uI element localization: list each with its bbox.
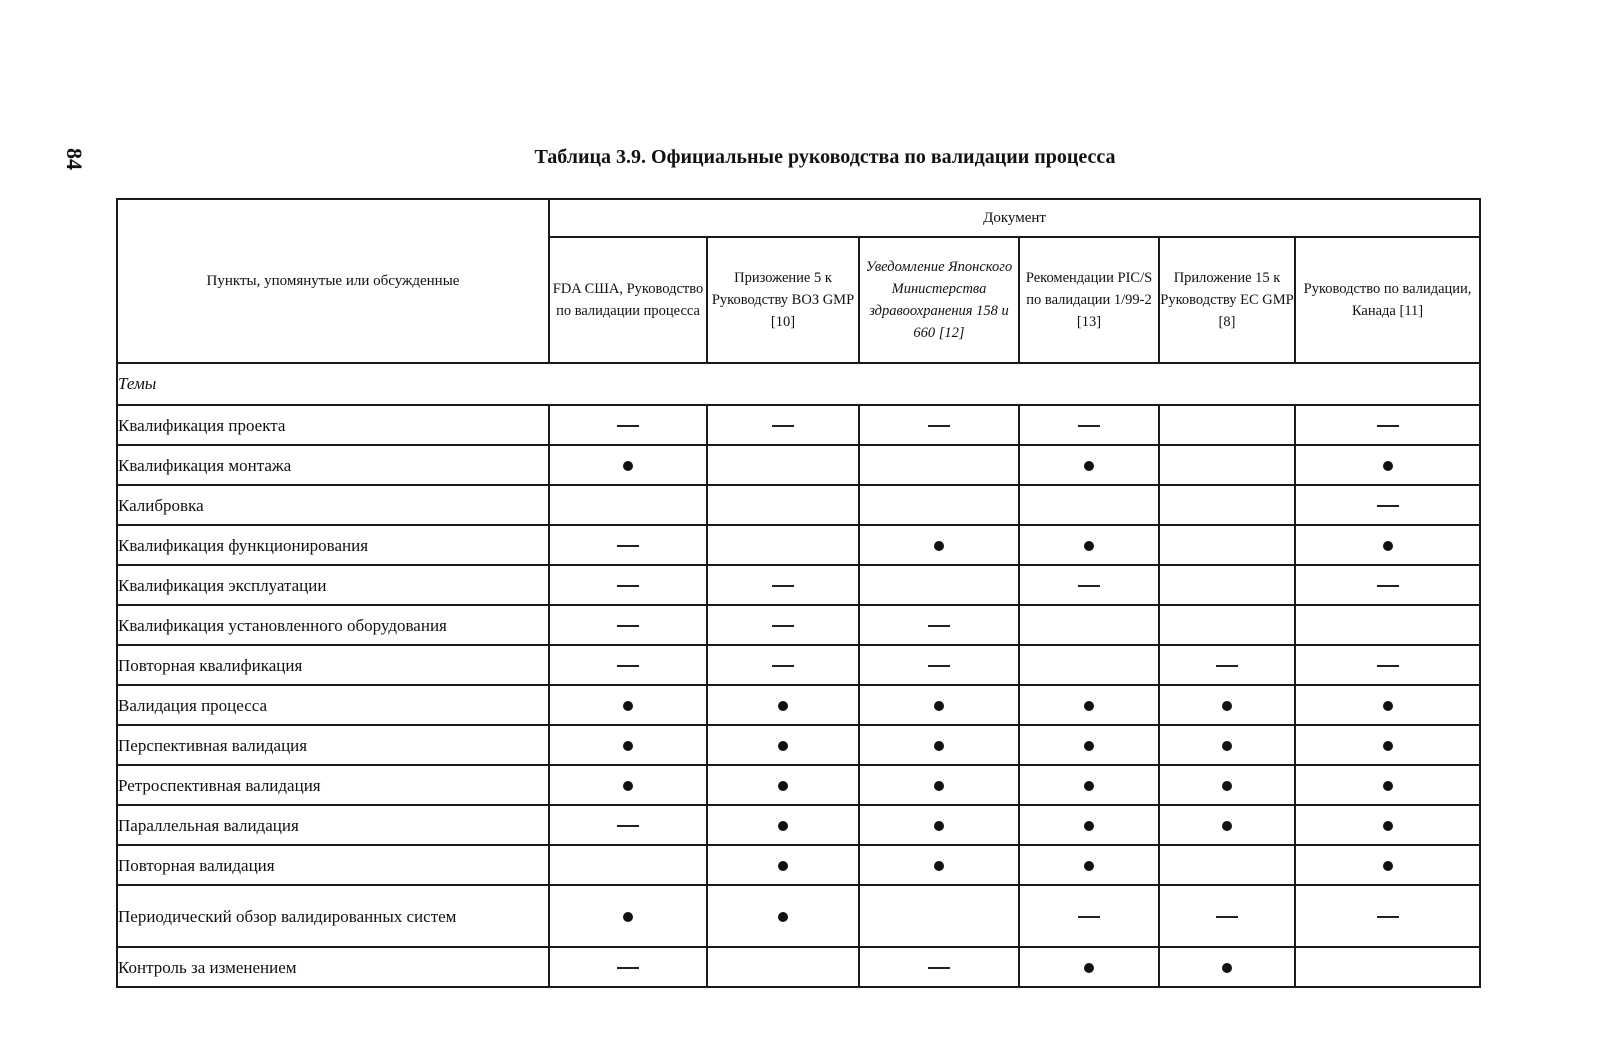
row-label: Квалификация проекта (117, 405, 549, 445)
mark-cell (1295, 405, 1480, 445)
dash-mark (617, 545, 639, 547)
mark-cell (707, 765, 859, 805)
bullet-mark (778, 912, 788, 922)
mark-cell (859, 885, 1019, 947)
mark-cell (1295, 725, 1480, 765)
table-row (117, 565, 1480, 605)
mark-cell (549, 947, 707, 987)
dash-mark (1377, 585, 1399, 587)
mark-cell (859, 405, 1019, 445)
mark-cell (1019, 685, 1159, 725)
mark-cell (1019, 565, 1159, 605)
mark-cell (1159, 445, 1295, 485)
bullet-mark (1084, 541, 1094, 551)
mark-cell (1295, 525, 1480, 565)
mark-cell (859, 485, 1019, 525)
mark-cell (1295, 565, 1480, 605)
row-label: Квалификация функционирования (117, 525, 549, 565)
table-row (117, 765, 1480, 805)
mark-cell (707, 565, 859, 605)
mark-cell (859, 765, 1019, 805)
dash-mark (772, 585, 794, 587)
row-label: Параллельная валидация (117, 805, 549, 845)
bullet-mark (1084, 963, 1094, 973)
bullet-mark (778, 861, 788, 871)
mark-cell (1019, 525, 1159, 565)
dash-mark (617, 625, 639, 627)
mark-cell (859, 605, 1019, 645)
mark-cell (1019, 485, 1159, 525)
dash-mark (1216, 916, 1238, 918)
mark-cell (707, 445, 859, 485)
row-label: Повторная квалификация (117, 645, 549, 685)
mark-cell (549, 685, 707, 725)
mark-cell (1019, 445, 1159, 485)
column-header-eu: Приложение 15 к Руководству ЕС GMP [8] (1159, 237, 1295, 363)
document-group-header: Документ (549, 199, 1480, 237)
validation-guidelines-table (116, 198, 1481, 988)
mark-cell (859, 845, 1019, 885)
table-row (117, 845, 1480, 885)
mark-cell (1159, 805, 1295, 845)
mark-cell (1159, 685, 1295, 725)
bullet-mark (623, 701, 633, 711)
mark-cell (1159, 485, 1295, 525)
bullet-mark (1084, 861, 1094, 871)
row-label: Ретроспективная валидация (117, 765, 549, 805)
bullet-mark (934, 541, 944, 551)
bullet-mark (1222, 963, 1232, 973)
bullet-mark (1383, 741, 1393, 751)
row-label: Калибровка (117, 485, 549, 525)
column-header-canada: Руководство по валидации, Канада [11] (1295, 237, 1480, 363)
dash-mark (928, 665, 950, 667)
mark-cell (859, 565, 1019, 605)
mark-cell (1295, 845, 1480, 885)
dash-mark (617, 665, 639, 667)
mark-cell (859, 947, 1019, 987)
table-row (117, 805, 1480, 845)
mark-cell (859, 725, 1019, 765)
dash-mark (1078, 425, 1100, 427)
mark-cell (1295, 947, 1480, 987)
mark-cell (1019, 765, 1159, 805)
mark-cell (707, 725, 859, 765)
bullet-mark (934, 781, 944, 791)
table-row (117, 725, 1480, 765)
table-row (117, 885, 1480, 947)
mark-cell (1019, 405, 1159, 445)
dash-mark (1377, 665, 1399, 667)
bullet-mark (934, 701, 944, 711)
dash-mark (1377, 425, 1399, 427)
mark-cell (549, 805, 707, 845)
dash-mark (617, 425, 639, 427)
mark-cell (707, 405, 859, 445)
bullet-mark (1084, 781, 1094, 791)
bullet-mark (778, 781, 788, 791)
mark-cell (1295, 805, 1480, 845)
bullet-mark (934, 741, 944, 751)
mark-cell (1019, 947, 1159, 987)
mark-cell (549, 565, 707, 605)
bullet-mark (1084, 461, 1094, 471)
mark-cell (549, 645, 707, 685)
dash-mark (1377, 916, 1399, 918)
mark-cell (859, 525, 1019, 565)
dash-mark (772, 665, 794, 667)
mark-cell (859, 685, 1019, 725)
mark-cell (1159, 947, 1295, 987)
bullet-mark (1222, 821, 1232, 831)
column-header-fda: FDA США, Руководство по валидации процесса (549, 237, 707, 363)
bullet-mark (1084, 701, 1094, 711)
table-row (117, 445, 1480, 485)
mark-cell (549, 485, 707, 525)
dash-mark (1078, 916, 1100, 918)
mark-cell (549, 445, 707, 485)
mark-cell (549, 725, 707, 765)
mark-cell (1159, 525, 1295, 565)
mark-cell (1019, 845, 1159, 885)
mark-cell (1295, 885, 1480, 947)
bullet-mark (778, 821, 788, 831)
bullet-mark (623, 461, 633, 471)
mark-cell (1019, 645, 1159, 685)
mark-cell (1159, 645, 1295, 685)
table-row (117, 605, 1480, 645)
mark-cell (1295, 645, 1480, 685)
row-label: Повторная валидация (117, 845, 549, 885)
column-header-who: Призожение 5 к Руководству ВОЗ GMP [10] (707, 237, 859, 363)
bullet-mark (623, 781, 633, 791)
mark-cell (1159, 885, 1295, 947)
mark-cell (1295, 485, 1480, 525)
dash-mark (1216, 665, 1238, 667)
bullet-mark (623, 741, 633, 751)
bullet-mark (1383, 781, 1393, 791)
row-header: Пункты, упомянутые или обсужденные (117, 199, 549, 363)
mark-cell (1019, 805, 1159, 845)
mark-cell (1295, 685, 1480, 725)
page-number: 84 (62, 148, 87, 170)
mark-cell (859, 805, 1019, 845)
row-label: Валидация процесса (117, 685, 549, 725)
bullet-mark (1084, 821, 1094, 831)
table-row (117, 485, 1480, 525)
mark-cell (1159, 765, 1295, 805)
bullet-mark (778, 701, 788, 711)
dash-mark (928, 425, 950, 427)
mark-cell (1019, 605, 1159, 645)
bullet-mark (1084, 741, 1094, 751)
mark-cell (707, 485, 859, 525)
bullet-mark (934, 861, 944, 871)
mark-cell (549, 885, 707, 947)
mark-cell (1159, 565, 1295, 605)
dash-mark (1078, 585, 1100, 587)
mark-cell (707, 685, 859, 725)
mark-cell (707, 805, 859, 845)
dash-mark (772, 425, 794, 427)
dash-mark (617, 825, 639, 827)
mark-cell (549, 605, 707, 645)
table-row (117, 685, 1480, 725)
mark-cell (1159, 405, 1295, 445)
column-header-japan: Уведомление Японского Министерства здравоохранения 158 и 660 [12] (859, 237, 1019, 363)
bullet-mark (1222, 701, 1232, 711)
mark-cell (1295, 605, 1480, 645)
dash-mark (928, 625, 950, 627)
dash-mark (1377, 505, 1399, 507)
bullet-mark (1383, 461, 1393, 471)
mark-cell (549, 765, 707, 805)
table-row (117, 645, 1480, 685)
row-label: Перспективная валидация (117, 725, 549, 765)
dash-mark (617, 585, 639, 587)
mark-cell (1019, 725, 1159, 765)
table-row (117, 405, 1480, 445)
row-label: Контроль за изменением (117, 947, 549, 987)
dash-mark (617, 967, 639, 969)
table-title: Таблица 3.9. Официальные руководства по валидации процесса (534, 146, 1116, 168)
mark-cell (707, 525, 859, 565)
bullet-mark (1383, 821, 1393, 831)
mark-cell (549, 405, 707, 445)
mark-cell (1019, 885, 1159, 947)
row-label: Квалификация монтажа (117, 445, 549, 485)
mark-cell (1295, 445, 1480, 485)
mark-cell (859, 645, 1019, 685)
bullet-mark (1222, 781, 1232, 791)
section-label: Темы (117, 363, 1480, 405)
table-row (117, 525, 1480, 565)
table-row (117, 947, 1480, 987)
dash-mark (772, 625, 794, 627)
bullet-mark (1383, 701, 1393, 711)
bullet-mark (1383, 541, 1393, 551)
mark-cell (1159, 845, 1295, 885)
mark-cell (859, 445, 1019, 485)
row-label: Квалификация установленного оборудования (117, 605, 549, 645)
mark-cell (707, 845, 859, 885)
bullet-mark (778, 741, 788, 751)
mark-cell (707, 947, 859, 987)
dash-mark (928, 967, 950, 969)
bullet-mark (1222, 741, 1232, 751)
mark-cell (549, 525, 707, 565)
mark-cell (707, 605, 859, 645)
row-label: Квалификация эксплуатации (117, 565, 549, 605)
mark-cell (707, 885, 859, 947)
mark-cell (1159, 605, 1295, 645)
mark-cell (707, 645, 859, 685)
bullet-mark (934, 821, 944, 831)
mark-cell (549, 845, 707, 885)
mark-cell (1295, 765, 1480, 805)
bullet-mark (1383, 861, 1393, 871)
bullet-mark (623, 912, 633, 922)
column-header-pics: Рекомендации PIC/S по валидации 1/99-2 [13] (1019, 237, 1159, 363)
mark-cell (1159, 725, 1295, 765)
row-label: Периодический обзор валидированных систем (117, 885, 549, 947)
